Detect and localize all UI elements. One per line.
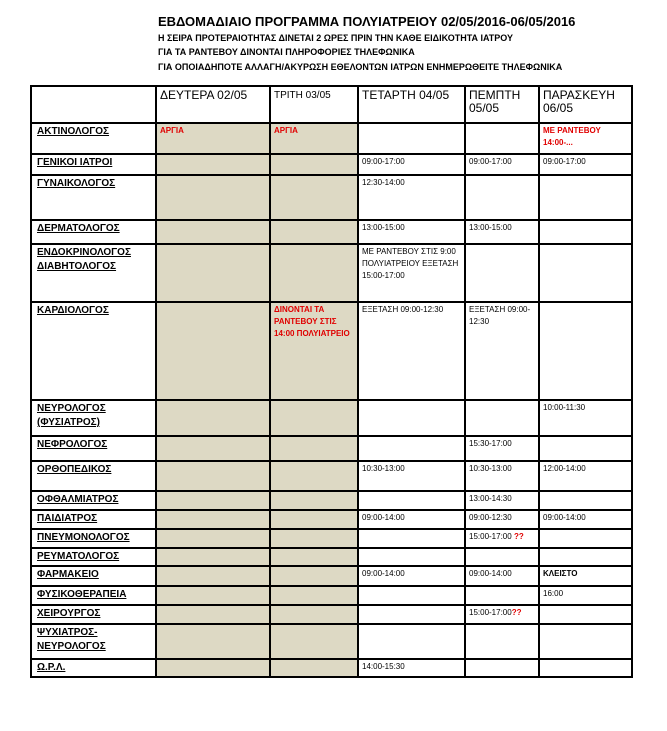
question-marks: ?? [511,608,522,617]
table-row [31,154,632,175]
table-row [31,548,632,566]
specialty-cell: ΝΕΥΡΟΛΟΓΟΣ (ΦΥΣΙΑΤΡΟΣ) [31,400,156,436]
schedule-cell [156,436,270,461]
day-header-thursday: ΠΕΜΠΤΗ 05/05 [465,86,539,123]
specialty-cell: ΟΦΘΑΛΜΙΑΤΡΟΣ [31,491,156,510]
schedule-cell [539,220,632,244]
schedule-cell [156,586,270,605]
schedule-cell: 09:00-14:00 [465,566,539,586]
table-row [31,461,632,491]
table-row [31,586,632,605]
schedule-cell [156,659,270,677]
schedule-cell [358,605,465,624]
schedule-cell [156,461,270,491]
specialty-cell: ΕΝΔΟΚΡΙΝΟΛΟΓΟΣ ΔΙΑΒΗΤΟΛΟΓΟΣ [31,244,156,302]
time-range: 15:00-17:00 [469,608,512,617]
schedule-cell [465,624,539,659]
schedule-cell: 12:00-14:00 [539,461,632,491]
table-row [31,605,632,624]
schedule-cell [156,491,270,510]
schedule-cell [539,624,632,659]
schedule-cell [539,244,632,302]
schedule-cell: 09:00-17:00 [539,154,632,175]
specialty-cell: ΠΝΕΥΜΟΝΟΛΟΓΟΣ [31,529,156,548]
schedule-cell [539,491,632,510]
schedule-cell: ΜΕ ΡΑΝΤΕΒΟΥ 14:00-... [539,123,632,154]
table-row [31,566,632,586]
table-row [31,220,632,244]
table-row [31,624,632,659]
schedule-cell [270,175,358,220]
schedule-cell [270,624,358,659]
specialty-cell: ΟΡΘΟΠΕΔΙΚΟΣ [31,461,156,491]
schedule-cell [270,461,358,491]
notice-line-1: Η ΣΕΙΡΑ ΠΡΟΤΕΡΑΙΟΤΗΤΑΣ ΔΙΝΕΤΑΙ 2 ΩΡΕΣ ΠΡΙΝ ΤΗΝ ΚΑΘΕ ΕΙΔΙΚΟΤΗΤΑ ΙΑΤΡΟΥ [158,33,514,43]
schedule-cell [156,529,270,548]
schedule-cell [156,566,270,586]
schedule-cell: 09:00-17:00 [358,154,465,175]
table-row [31,400,632,436]
corner-cell [31,86,156,123]
time-range: 15:00-17:00 [469,532,512,541]
day-header-tuesday: ΤΡΙΤΗ 03/05 [270,86,358,123]
schedule-cell [465,175,539,220]
schedule-cell [539,548,632,566]
schedule-cell [539,529,632,548]
question-marks: ?? [513,532,524,541]
table-row [31,244,632,302]
schedule-cell [465,123,539,154]
schedule-cell [465,586,539,605]
schedule-cell: ΔΙΝΟΝΤΑΙ ΤΑ ΡΑΝΤΕΒΟΥ ΣΤΙΣ 14:00 ΠΟΛΥΙΑΤΡΕΙΟ [270,302,358,400]
schedule-cell [156,624,270,659]
header-row [31,86,632,123]
schedule-cell [156,220,270,244]
schedule-cell [270,659,358,677]
schedule-cell [358,548,465,566]
schedule-cell: 09:00-14:00 [358,566,465,586]
schedule-cell: 16:00 [539,586,632,605]
schedule-cell [358,436,465,461]
specialty-cell: ΨΥΧΙΑΤΡΟΣ- ΝΕΥΡΟΛΟΓΟΣ [31,624,156,659]
schedule-table [30,85,633,678]
table-row [31,175,632,220]
schedule-cell [270,566,358,586]
schedule-cell [270,586,358,605]
schedule-cell: 09:00-12:30 [465,510,539,529]
schedule-cell [270,436,358,461]
schedule-cell [156,244,270,302]
schedule-cell [358,123,465,154]
schedule-cell: 10:30-13:00 [465,461,539,491]
day-header-monday: ΔΕΥΤΕΡΑ 02/05 [156,86,270,123]
schedule-cell [156,605,270,624]
schedule-cell [358,529,465,548]
schedule-cell [465,605,539,624]
specialty-cell: ΦΑΡΜΑΚΕΙΟ [31,566,156,586]
schedule-cell [156,400,270,436]
schedule-cell [156,510,270,529]
schedule-cell [358,624,465,659]
schedule-cell: ΕΞΕΤΑΣΗ 09:00-12:30 [465,302,539,400]
schedule-cell [270,244,358,302]
schedule-cell [465,548,539,566]
specialty-cell: ΝΕΦΡΟΛΟΓΟΣ [31,436,156,461]
schedule-cell: 10:30-13:00 [358,461,465,491]
day-header-friday: ΠΑΡΑΣΚΕΥΗ 06/05 [539,86,632,123]
specialty-cell: ΧΕΙΡΟΥΡΓΟΣ [31,605,156,624]
schedule-cell [270,548,358,566]
specialty-cell: ΓΥΝΑΙΚΟΛΟΓΟΣ [31,175,156,220]
table-row [31,123,632,154]
page-title: ΕΒΔΟΜΑΔΙΑΙΟ ΠΡΟΓΡΑΜΜΑ ΠΟΛΥΙΑΤΡΕΙΟΥ 02/05/2016-06/05/2016 [158,14,576,29]
schedule-cell: ΚΛΕΙΣΤΟ [539,566,632,586]
table-row [31,436,632,461]
specialty-cell: ΑΚΤΙΝΟΛΟΓΟΣ [31,123,156,154]
schedule-cell: 15:30-17:00 [465,436,539,461]
schedule-cell [465,244,539,302]
day-header-wednesday: ΤΕΤΑΡΤΗ 04/05 [358,86,465,123]
schedule-cell [270,400,358,436]
schedule-cell [358,586,465,605]
schedule-cell [270,529,358,548]
schedule-cell: 09:00-14:00 [358,510,465,529]
specialty-cell: ΠΑΙΔΙΑΤΡΟΣ [31,510,156,529]
schedule-cell: 09:00-14:00 [539,510,632,529]
schedule-cell [156,548,270,566]
schedule-cell: ΑΡΓΙΑ [270,123,358,154]
schedule-cell [539,175,632,220]
schedule-cell [270,510,358,529]
specialty-cell: ΡΕΥΜΑΤΟΛΟΓΟΣ [31,548,156,566]
table-row [31,529,632,548]
specialty-cell: ΓΕΝΙΚΟΙ ΙΑΤΡΟΙ [31,154,156,175]
schedule-cell: 12:30-14:00 [358,175,465,220]
schedule-cell [539,302,632,400]
schedule-cell: ΕΞΕΤΑΣΗ 09:00-12:30 [358,302,465,400]
schedule-cell [270,154,358,175]
schedule-cell [270,220,358,244]
schedule-cell [270,605,358,624]
schedule-cell [539,605,632,624]
schedule-cell: 13:00-14:30 [465,491,539,510]
schedule-cell [156,175,270,220]
schedule-cell: 10:00-11:30 [539,400,632,436]
specialty-cell: ΦΥΣΙΚΟΘΕΡΑΠΕΙΑ [31,586,156,605]
schedule-cell [270,491,358,510]
table-row [31,302,632,400]
table-row [31,491,632,510]
table-row [31,510,632,529]
schedule-cell [465,529,539,548]
schedule-cell [465,659,539,677]
schedule-cell [465,400,539,436]
schedule-cell: 14:00-15:30 [358,659,465,677]
specialty-cell: ΔΕΡΜΑΤΟΛΟΓΟΣ [31,220,156,244]
schedule-cell: ΑΡΓΙΑ [156,123,270,154]
schedule-cell [539,436,632,461]
schedule-cell: ΜΕ ΡΑΝΤΕΒΟΥ ΣΤΙΣ 9:00 ΠΟΛΥΙΑΤΡΕΙΟΥ ΕΞΕΤΑΣΗ 15:00-17:00 [358,244,465,302]
notice-line-2: ΓΙΑ ΤΑ ΡΑΝΤΕΒΟΥ ΔΙΝΟΝΤΑΙ ΠΛΗΡΟΦΟΡΙΕΣ ΤΗΛΕΦΩΝΙΚΑ [158,47,415,57]
schedule-cell [358,400,465,436]
table-row [31,659,632,677]
schedule-cell: 13:00-15:00 [465,220,539,244]
specialty-cell: ΚΑΡΔΙΟΛΟΓΟΣ [31,302,156,400]
schedule-cell [539,659,632,677]
schedule-cell: 13:00-15:00 [358,220,465,244]
schedule-cell: 09:00-17:00 [465,154,539,175]
specialty-cell: Ω.Ρ.Λ. [31,659,156,677]
schedule-cell [156,154,270,175]
schedule-cell [358,491,465,510]
schedule-cell [156,302,270,400]
notice-line-3: ΓΙΑ ΟΠΟΙΑΔΗΠΟΤΕ ΑΛΛΑΓΗ/ΑΚΥΡΩΣΗ ΕΘΕΛΟΝΤΩΝ ΙΑΤΡΩΝ ΕΝΗΜΕΡΩΘΕΙΤΕ ΤΗΛΕΦΩΝΙΚΑ [158,62,563,72]
